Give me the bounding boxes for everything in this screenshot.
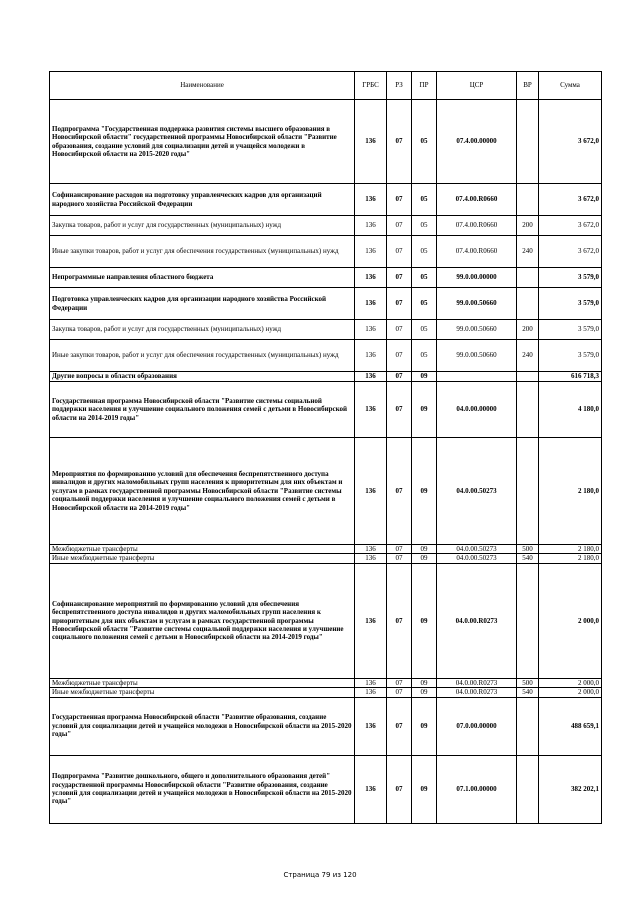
row-pr: 05 [412, 340, 437, 372]
table-row [50, 755, 602, 823]
row-name: Закупка товаров, работ и услуг для государственных (муниципальных) нужд [50, 320, 355, 340]
row-csr: 99.0.00.50660 [437, 320, 517, 340]
row-csr [437, 372, 517, 382]
row-vr: 240 [517, 236, 539, 268]
row-pr: 05 [412, 320, 437, 340]
row-pr: 05 [412, 216, 437, 236]
row-pr: 09 [412, 755, 437, 823]
row-vr: 200 [517, 320, 539, 340]
row-grbs: 136 [355, 340, 387, 372]
row-sum: 616 718,3 [539, 372, 602, 382]
row-grbs: 136 [355, 320, 387, 340]
row-pr: 05 [412, 288, 437, 320]
table-row [50, 688, 602, 697]
budget-table [49, 71, 602, 824]
row-rz: 07 [387, 678, 412, 687]
row-grbs: 136 [355, 678, 387, 687]
row-pr: 09 [412, 563, 437, 678]
row-name: Подготовка управленческих кадров для организации народного хозяйства Российской Федерации [50, 288, 355, 320]
row-grbs: 136 [355, 100, 387, 184]
row-name: Закупка товаров, работ и услуг для государственных (муниципальных) нужд [50, 216, 355, 236]
row-csr: 04.0.00.50273 [437, 438, 517, 545]
row-csr: 04.0.00.R0273 [437, 563, 517, 678]
row-grbs: 136 [355, 563, 387, 678]
row-rz: 07 [387, 268, 412, 288]
row-csr: 04.0.00.00000 [437, 382, 517, 438]
row-grbs: 136 [355, 372, 387, 382]
row-rz: 07 [387, 236, 412, 268]
row-name: Другие вопросы в области образования [50, 372, 355, 382]
row-sum: 3 672,0 [539, 216, 602, 236]
row-grbs: 136 [355, 545, 387, 554]
row-pr: 05 [412, 268, 437, 288]
row-sum: 2 000,0 [539, 563, 602, 678]
row-pr: 05 [412, 236, 437, 268]
row-csr: 99.0.00.50660 [437, 288, 517, 320]
row-csr: 04.0.00.R0273 [437, 678, 517, 687]
row-grbs: 136 [355, 288, 387, 320]
row-csr: 04.0.00.R0273 [437, 688, 517, 697]
row-grbs: 136 [355, 268, 387, 288]
header-grbs: ГРБС [355, 72, 387, 100]
row-vr [517, 438, 539, 545]
header-vr: ВР [517, 72, 539, 100]
row-grbs: 136 [355, 216, 387, 236]
table-row [50, 340, 602, 372]
table-row [50, 563, 602, 678]
row-vr: 500 [517, 545, 539, 554]
table-row [50, 268, 602, 288]
row-pr: 09 [412, 545, 437, 554]
row-name: Межбюджетные трансферты [50, 678, 355, 687]
row-name: Государственная программа Новосибирской области "Развитие системы социальной поддержки населения и улучшение социального положения семей с детьми в Новосибирской области на 2014-2019 годы" [50, 382, 355, 438]
row-vr: 200 [517, 216, 539, 236]
row-name: Подпрограмма "Государственная поддержка развития системы высшего образования в Новосибирской области" государственной программы Новосибирской области "Развитие образования, создание условий для социализации детей и учащейся молодежи в Новосибирской области на 2015-2020 годы" [50, 100, 355, 184]
row-csr: 07.4.00.R0660 [437, 184, 517, 216]
row-pr: 09 [412, 438, 437, 545]
table-row [50, 288, 602, 320]
row-rz: 07 [387, 438, 412, 545]
row-sum: 3 672,0 [539, 236, 602, 268]
table-row [50, 554, 602, 563]
row-name: Софинансирование расходов на подготовку управленческих кадров для организаций народного хозяйства Российской Федерации [50, 184, 355, 216]
row-vr [517, 755, 539, 823]
row-grbs: 136 [355, 382, 387, 438]
row-name: Иные межбюджетные трансферты [50, 554, 355, 563]
row-pr: 05 [412, 100, 437, 184]
page-number: Страница 79 из 120 [283, 871, 357, 879]
row-grbs: 136 [355, 236, 387, 268]
row-csr: 99.0.00.50660 [437, 340, 517, 372]
row-sum: 2 180,0 [539, 438, 602, 545]
table-row [50, 438, 602, 545]
row-sum: 3 672,0 [539, 100, 602, 184]
row-sum: 3 579,0 [539, 340, 602, 372]
row-grbs: 136 [355, 755, 387, 823]
row-sum: 2 180,0 [539, 554, 602, 563]
row-csr: 99.0.00.00000 [437, 268, 517, 288]
row-sum: 2 180,0 [539, 545, 602, 554]
row-vr [517, 563, 539, 678]
table-row [50, 184, 602, 216]
row-vr [517, 697, 539, 755]
table-row [50, 678, 602, 687]
row-sum: 488 659,1 [539, 697, 602, 755]
row-pr: 09 [412, 554, 437, 563]
row-csr: 07.0.00.00000 [437, 697, 517, 755]
row-rz: 07 [387, 340, 412, 372]
row-vr [517, 100, 539, 184]
row-rz: 07 [387, 216, 412, 236]
row-pr: 09 [412, 372, 437, 382]
row-sum: 2 000,0 [539, 678, 602, 687]
row-sum: 2 000,0 [539, 688, 602, 697]
row-vr: 540 [517, 688, 539, 697]
table-row [50, 216, 602, 236]
header-sum: Сумма [539, 72, 602, 100]
row-pr: 09 [412, 688, 437, 697]
row-name: Иные закупки товаров, работ и услуг для обеспечения государственных (муниципальных) нужд [50, 236, 355, 268]
row-rz: 07 [387, 100, 412, 184]
row-sum: 3 579,0 [539, 268, 602, 288]
row-csr: 04.0.00.50273 [437, 545, 517, 554]
row-rz: 07 [387, 755, 412, 823]
table-header-row [50, 72, 602, 100]
row-grbs: 136 [355, 438, 387, 545]
row-rz: 07 [387, 563, 412, 678]
row-sum: 382 202,1 [539, 755, 602, 823]
row-vr: 540 [517, 554, 539, 563]
row-rz: 07 [387, 545, 412, 554]
row-rz: 07 [387, 697, 412, 755]
row-grbs: 136 [355, 184, 387, 216]
row-vr [517, 382, 539, 438]
row-vr [517, 288, 539, 320]
row-csr: 07.4.00.00000 [437, 100, 517, 184]
row-rz: 07 [387, 320, 412, 340]
row-csr: 04.0.00.50273 [437, 554, 517, 563]
row-rz: 07 [387, 184, 412, 216]
header-pr: ПР [412, 72, 437, 100]
table-row [50, 382, 602, 438]
row-grbs: 136 [355, 688, 387, 697]
row-pr: 09 [412, 678, 437, 687]
row-rz: 07 [387, 688, 412, 697]
header-name: Наименование [50, 72, 355, 100]
table-row [50, 372, 602, 382]
row-grbs: 136 [355, 554, 387, 563]
table-row [50, 697, 602, 755]
table-row [50, 545, 602, 554]
row-vr: 500 [517, 678, 539, 687]
row-sum: 3 579,0 [539, 288, 602, 320]
row-rz: 07 [387, 288, 412, 320]
row-name: Подпрограмма "Развитие дошкольного, общего и дополнительного образования детей" государственной программы Новосибирской области "Развитие образования, создание условий для социализации детей и учащейся молодежи в Новосибирской области на 2015-2020 годы" [50, 755, 355, 823]
row-name: Непрограммные направления областного бюджета [50, 268, 355, 288]
table-row [50, 100, 602, 184]
row-vr: 240 [517, 340, 539, 372]
row-pr: 09 [412, 382, 437, 438]
row-name: Мероприятия по формированию условий для обеспечения беспрепятственного доступа инвалидов и других маломобильных групп населения к приоритетным для них объектам и услугам в рамках государственной программы Новосибирской области "Развитие системы социальной поддержки населения и улучшение социального положения семей с детьми в Новосибирской области на 2014-2019 годы" [50, 438, 355, 545]
header-rz: РЗ [387, 72, 412, 100]
row-sum: 3 579,0 [539, 320, 602, 340]
table-row [50, 320, 602, 340]
row-sum: 4 180,0 [539, 382, 602, 438]
row-grbs: 136 [355, 697, 387, 755]
row-name: Государственная программа Новосибирской области "Развитие образования, создание условий для социализации детей и учащейся молодежи в Новосибирской области на 2015-2020 годы" [50, 697, 355, 755]
row-rz: 07 [387, 554, 412, 563]
row-name: Иные закупки товаров, работ и услуг для обеспечения государственных (муниципальных) нужд [50, 340, 355, 372]
row-csr: 07.4.00.R0660 [437, 236, 517, 268]
row-vr [517, 184, 539, 216]
row-csr: 07.4.00.R0660 [437, 216, 517, 236]
row-sum: 3 672,0 [539, 184, 602, 216]
row-rz: 07 [387, 382, 412, 438]
row-name: Межбюджетные трансферты [50, 545, 355, 554]
row-pr: 09 [412, 697, 437, 755]
row-vr [517, 372, 539, 382]
row-vr [517, 268, 539, 288]
row-rz: 07 [387, 372, 412, 382]
row-name: Софинансирование мероприятий по формированию условий для обеспечения беспрепятственного доступа инвалидов и других маломобильных групп населения к приоритетным для них объектам и услугам в рамках государственной программы Новосибирской области "Развитие системы социальной поддержки населения и улучшение социального положения семей с детьми в Новосибирской области на 2014-2019 годы" [50, 563, 355, 678]
row-name: Иные межбюджетные трансферты [50, 688, 355, 697]
header-csr: ЦСР [437, 72, 517, 100]
row-csr: 07.1.00.00000 [437, 755, 517, 823]
row-pr: 05 [412, 184, 437, 216]
table-row [50, 236, 602, 268]
